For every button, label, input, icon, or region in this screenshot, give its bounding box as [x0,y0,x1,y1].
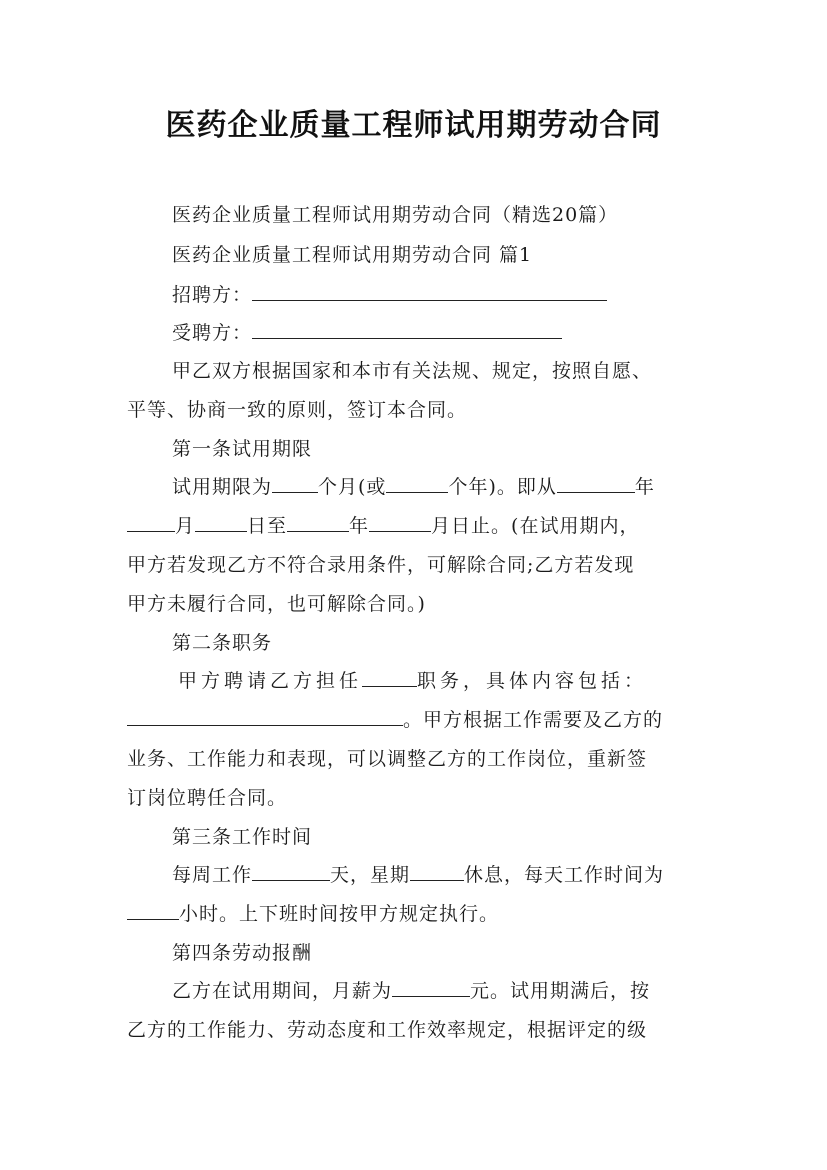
article-1-line-4: 甲方未履行合同，也可解除合同。) [127,593,426,615]
blank [410,864,464,881]
article-1-text-d: 年 [634,476,655,498]
intro-line-1: 甲乙双方根据国家和本市有关法规、规定，按照自愿、 [172,360,653,382]
article-1-line-1 [172,472,772,499]
subtitle: 医药企业质量工程师试用期劳动合同（精选20篇） [172,204,619,226]
article-1-text-c: 个年)。即从 [448,476,557,498]
blank [272,476,318,493]
employee-line [172,318,772,345]
employee-label: 受聘方： [172,322,253,344]
article-3-line-1 [172,860,772,887]
article-2-text-c: 。甲方根据工作需要及乙方的 [403,709,664,731]
blank [287,515,349,532]
article-1-line-3: 甲方若发现乙方不符合录用条件，可解除合同;乙方若发现 [127,554,635,576]
article-3-text-d: 小时。上下班时间按甲方规定执行。 [179,903,500,925]
article-1-text-f: 日至 [247,515,288,537]
duty-content-blank [127,709,403,726]
intro-line-2: 平等、协商一致的原则，签订本合同。 [127,399,468,421]
article-2-line-4: 订岗位聘任合同。 [127,787,288,809]
article-4-line-1 [172,976,772,1003]
recruiter-line [172,280,772,307]
article-1-text-g: 年 [349,515,370,537]
article-3-text-c: 休息，每天工作时间为 [464,864,665,886]
article-4-text-a: 乙方在试用期间，月薪为 [172,980,393,1002]
article-1-text-b: 个月(或 [318,476,387,498]
article-1-text-e: 月 [175,515,196,537]
article-3-text-a: 每周工作 [172,864,253,886]
blank [252,864,330,881]
blank [557,476,635,493]
blank [127,903,179,920]
employee-blank [252,322,562,339]
blank [386,476,448,493]
document-title: 医药企业质量工程师试用期劳动合同 [165,108,662,143]
blank [127,515,175,532]
article-3-text-b: 天，星期 [330,864,411,886]
blank [195,515,247,532]
article-3-heading: 第三条工作时间 [172,826,313,848]
article-3-line-2 [127,899,727,926]
article-1-text-h: 月日止。(在试用期内， [431,515,640,537]
article-1-line-2 [127,511,727,538]
article-4-line-2: 乙方的工作能力、劳动态度和工作效率规定，根据评定的级 [127,1019,648,1041]
recruiter-label: 招聘方： [172,284,253,306]
article-2-line-2 [127,705,727,732]
article-4-text-b: 元。试用期满后，按 [470,980,651,1002]
article-1-text-a: 试用期限为 [172,476,273,498]
article-2-text-b: 职务，具体内容包括： [417,670,648,692]
article-2-heading: 第二条职务 [172,632,273,654]
article-2-text-a: 甲方聘请乙方担任 [178,670,363,692]
article-2-line-1 [178,666,778,693]
blank [369,515,431,532]
recruiter-blank [252,284,607,301]
salary-blank [392,980,470,997]
part-heading: 医药企业质量工程师试用期劳动合同 篇1 [172,244,533,266]
article-1-heading: 第一条试用期限 [172,438,313,460]
blank [362,670,417,687]
article-4-heading: 第四条劳动报酬 [172,942,313,964]
article-2-line-3: 业务、工作能力和表现，可以调整乙方的工作岗位，重新签 [127,748,648,770]
